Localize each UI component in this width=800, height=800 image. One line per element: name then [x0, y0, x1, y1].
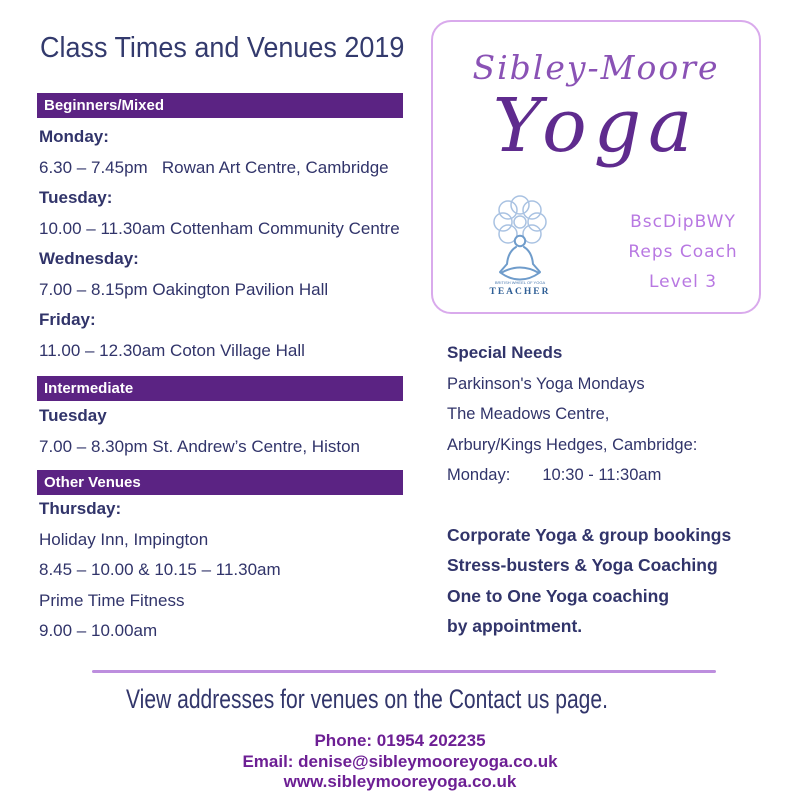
special-needs-section: [447, 338, 697, 491]
venues-note: View addresses for venues on the Contact us page.: [126, 684, 608, 714]
logo-teacher-text: TEACHER: [489, 287, 551, 296]
section-header-beginners-mixed: Beginners/Mixed: [37, 93, 403, 118]
schedule-detail: Holiday Inn, Impington: [39, 529, 209, 549]
schedule-day: Tuesday: [39, 406, 107, 425]
brand-card: [431, 20, 761, 314]
logo-small-text: BRITISH WHEEL OF YOGA: [494, 280, 546, 285]
credential-line: Level 3: [648, 272, 718, 292]
contact-phone: Phone: 01954 202235: [314, 731, 486, 750]
services-line: One to One Yoga coaching: [447, 585, 670, 606]
services-line: by appointment.: [447, 615, 583, 636]
section-header-intermediate: Intermediate: [37, 376, 403, 401]
contact-email[interactable]: Email: denise@sibleymooreyoga.co.uk: [242, 751, 558, 771]
yoga-wheel-icon: [478, 194, 562, 296]
schedule-detail: 8.45 – 10.00 & 10.15 – 11.30am: [39, 560, 281, 579]
special-needs-heading: Special Needs: [447, 343, 563, 362]
schedule-intermediate: [39, 401, 419, 462]
schedule-detail: 9.00 – 10.00am: [39, 621, 158, 640]
special-needs-line: Monday: 10:30 - 11:30am: [447, 466, 662, 484]
credential-line: Reps Coach: [628, 242, 738, 262]
services-section: [447, 520, 731, 641]
schedule-day: Thursday:: [39, 499, 122, 518]
schedule-other-venues: [39, 494, 419, 647]
schedule-day: Monday:: [39, 127, 109, 146]
schedule-detail: 6.30 – 7.45pm Rowan Art Centre, Cambridge: [39, 157, 389, 177]
schedule-detail: 7.00 – 8.15pm Oakington Pavilion Hall: [39, 279, 329, 299]
special-needs-line: Parkinson's Yoga Mondays: [447, 374, 645, 393]
credential-line: BscDipBWY: [630, 212, 736, 232]
section-header-other-venues: Other Venues: [37, 470, 403, 495]
schedule-day: Friday:: [39, 310, 96, 329]
special-needs-line: Arbury/Kings Hedges, Cambridge:: [447, 435, 698, 454]
brand-name-script: Sibley-Moore: [472, 48, 720, 87]
footer-divider: [92, 670, 716, 673]
brand-name-yoga: Yoga: [492, 83, 700, 169]
schedule-day: Wednesday:: [39, 249, 139, 268]
services-line: Corporate Yoga & group bookings: [447, 525, 732, 545]
special-needs-line: The Meadows Centre,: [447, 405, 610, 423]
schedule-detail: 7.00 – 8.30pm St. Andrew’s Centre, Histon: [39, 436, 360, 456]
contact-block: [0, 731, 800, 793]
contact-website[interactable]: www.sibleymooreyoga.co.uk: [283, 772, 517, 791]
schedule-beginners-mixed: [39, 122, 419, 366]
schedule-day: Tuesday:: [39, 188, 113, 207]
services-line: Stress-busters & Yoga Coaching: [447, 555, 718, 576]
schedule-detail: 11.00 – 12.30am Coton Village Hall: [39, 340, 305, 360]
page-title: Class Times and Venues 2019: [40, 32, 405, 64]
schedule-detail: Prime Time Fitness: [39, 590, 185, 610]
bwy-teacher-logo: [478, 194, 562, 296]
schedule-detail: 10.00 – 11.30am Cottenham Community Centre: [39, 218, 400, 238]
credentials: [611, 207, 755, 297]
